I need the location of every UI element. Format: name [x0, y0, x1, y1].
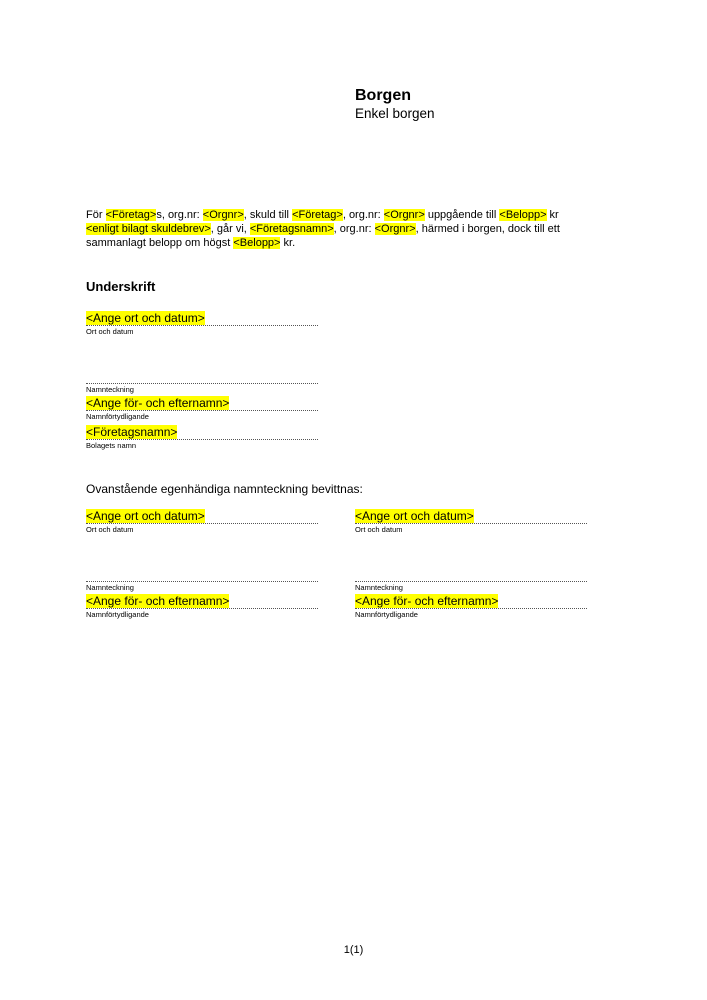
- witness1-signature-caption: Namnteckning: [86, 583, 134, 592]
- paragraph-text: s, org.nr:: [156, 209, 203, 221]
- witness2-place-date-line: [355, 523, 587, 524]
- witness1-place-date-caption: Ort och datum: [86, 525, 134, 534]
- placeholder-field[interactable]: <Företag>: [292, 209, 343, 221]
- paragraph-text: , går vi,: [210, 223, 250, 235]
- witness2-name-field[interactable]: [355, 594, 587, 619]
- signatory-place-date-caption: Ort och datum: [86, 327, 134, 336]
- paragraph-line-3: [86, 236, 616, 250]
- witness1-name-value[interactable]: <Ange för- och efternamn>: [86, 594, 230, 608]
- guarantee-paragraph: [86, 208, 616, 250]
- witness2-place-date-field[interactable]: [355, 509, 587, 534]
- paragraph-line-1: [86, 208, 616, 222]
- signatory-name-field[interactable]: [86, 396, 318, 421]
- paragraph-text: uppgående till: [424, 209, 500, 221]
- paragraph-line-2: [86, 222, 616, 236]
- placeholder-field[interactable]: <Orgnr>: [383, 209, 425, 221]
- witness2-place-date-caption: Ort och datum: [355, 525, 403, 534]
- company-name-field[interactable]: [86, 425, 318, 450]
- placeholder-field[interactable]: <Belopp>: [233, 237, 281, 249]
- witness1-place-date-line: [86, 523, 318, 524]
- placeholder-field[interactable]: <Orgnr>: [202, 209, 244, 221]
- page-number: 1(1): [343, 944, 364, 956]
- witness2-name-caption: Namnförtydligande: [355, 610, 418, 619]
- witness1-signature-line: [86, 581, 318, 582]
- witness1-name-caption: Namnförtydligande: [86, 610, 149, 619]
- witness1-place-date-field[interactable]: [86, 509, 318, 534]
- signatory-signature-caption: Namnteckning: [86, 385, 134, 394]
- signatory-signature-line: [86, 383, 318, 384]
- company-name-caption: Bolagets namn: [86, 441, 137, 450]
- signature-heading: Underskrift: [86, 279, 156, 294]
- placeholder-field[interactable]: <enligt bilagt skuldebrev>: [86, 223, 211, 235]
- document-subtitle: Enkel borgen: [355, 106, 435, 121]
- witness2-signature-field[interactable]: [355, 567, 587, 592]
- signatory-name-value[interactable]: <Ange för- och efternamn>: [86, 396, 230, 410]
- placeholder-field[interactable]: <Företagsnamn>: [249, 223, 334, 235]
- company-name-line: [86, 439, 318, 440]
- witness1-name-line: [86, 608, 318, 609]
- paragraph-text: kr.: [280, 237, 296, 249]
- witness1-name-field[interactable]: [86, 594, 318, 619]
- signatory-name-caption: Namnförtydligande: [86, 412, 149, 421]
- signatory-name-line: [86, 410, 318, 411]
- paragraph-text: , org.nr:: [342, 209, 384, 221]
- witness2-name-line: [355, 608, 587, 609]
- witness2-signature-caption: Namnteckning: [355, 583, 403, 592]
- witness1-signature-field[interactable]: [86, 567, 318, 592]
- placeholder-field[interactable]: <Belopp>: [499, 209, 547, 221]
- signatory-place-date-line: [86, 325, 318, 326]
- signatory-signature-field[interactable]: [86, 369, 318, 394]
- witness1-place-date-value[interactable]: <Ange ort och datum>: [86, 509, 205, 523]
- paragraph-text: kr: [546, 209, 559, 221]
- signatory-place-date-value[interactable]: <Ange ort och datum>: [86, 311, 205, 325]
- witness2-signature-line: [355, 581, 587, 582]
- signatory-place-date-field[interactable]: [86, 311, 318, 336]
- paragraph-text: , härmed i borgen, dock till ett: [415, 223, 560, 235]
- company-name-value[interactable]: <Företagsnamn>: [86, 425, 178, 439]
- paragraph-text: , skuld till: [243, 209, 293, 221]
- witness2-place-date-value[interactable]: <Ange ort och datum>: [355, 509, 474, 523]
- paragraph-text: , org.nr:: [333, 223, 375, 235]
- witness2-name-value[interactable]: <Ange för- och efternamn>: [355, 594, 499, 608]
- document-title: Borgen: [355, 87, 411, 104]
- placeholder-field[interactable]: <Företag>: [105, 209, 157, 221]
- paragraph-text: För: [86, 209, 106, 221]
- witness-intro: Ovanstående egenhändiga namnteckning bevittnas:: [86, 482, 363, 496]
- placeholder-field[interactable]: <Orgnr>: [374, 223, 416, 235]
- paragraph-text: sammanlagt belopp om högst: [86, 237, 234, 249]
